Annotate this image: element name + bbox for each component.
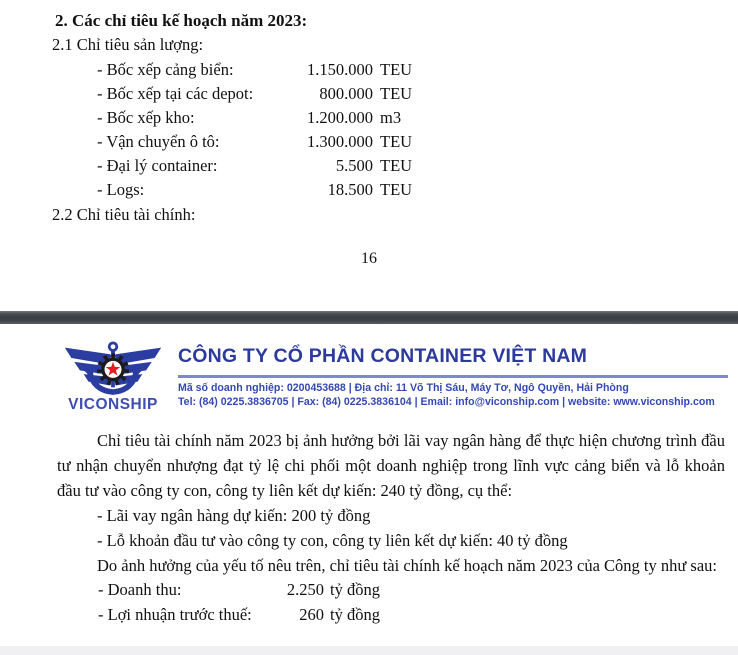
financial-targets-list [0,578,738,627]
item-unit: tỷ đồng [330,604,380,624]
financial-intro-paragraph: Chỉ tiêu tài chính năm 2023 bị ảnh hưởng bởi lãi vay ngân hàng để thực hiện chương trình đầu tư nhận chuyển nhượng đạt tỷ lệ chi phối một doanh nghiệp trong lĩnh vực cảng biển và lỗ khoản đầu tư vào công ty con, công ty liên kết dự kiến: 240 tỷ đồng, cụ thể: [57,431,725,500]
item-value: 1.200.000 [307,108,373,127]
page-number: 16 [361,250,377,267]
section-heading: 2. Các chỉ tiêu kế hoạch năm 2023: [55,11,308,30]
company-name: CÔNG TY CỔ PHẦN CONTAINER VIỆT NAM [178,345,588,367]
list-item [0,578,738,603]
item-value: 260 [299,604,324,624]
financial-conclusion-paragraph: Do ảnh hưởng của yếu tố nêu trên, chỉ tiêu tài chính kế hoạch năm 2023 của Công ty như sau: [97,556,717,575]
viconship-anchor-wings-logo-icon [61,340,165,395]
logo-block [56,338,170,414]
list-item [0,82,738,106]
subsection-2-2-label: 2.2 Chỉ tiêu tài chính: [52,205,196,224]
list-item [0,154,738,178]
bullet-interest-expense: - Lãi vay ngân hàng dự kiến: 200 tỷ đồng [97,506,371,525]
letterhead-rule [178,375,728,378]
page-separator [0,311,738,324]
page-17-fragment [0,324,738,655]
bullet-investment-loss: - Lỗ khoản đầu tư vào công ty con, công ty liên kết dự kiến: 40 tỷ đồng [97,531,568,550]
item-value: 1.300.000 [307,132,373,151]
item-unit: TEU [380,180,413,199]
list-item [0,58,738,82]
company-letterhead [56,338,728,414]
item-unit: tỷ đồng [330,580,380,599]
page-16-fragment [0,0,738,269]
item-value: 800.000 [319,84,373,103]
letterhead-text [170,338,728,414]
item-label: - Bốc xếp cảng biển: [97,60,234,79]
list-item [0,130,738,154]
production-targets-list [0,58,738,202]
item-unit: m3 [380,108,402,127]
list-item [0,603,738,628]
item-label: - Logs: [97,180,145,199]
item-value: 5.500 [335,156,373,175]
company-info [178,382,728,409]
viewport-bottom-edge [0,646,738,655]
item-label: - Bốc xếp tại các depot: [97,84,254,103]
item-label: - Doanh thu: [98,580,182,599]
item-label: - Lợi nhuận trước thuế: [98,604,252,624]
company-info-line1: Mã số doanh nghiệp: 0200453688 | Địa chỉ: 11 Võ Thị Sáu, Máy Tơ, Ngô Quyền, Hải Phòng [178,382,629,394]
subsection-2-1-label: 2.1 Chỉ tiêu sản lượng: [52,35,204,54]
item-unit: TEU [380,84,413,103]
list-item [0,106,738,130]
viconship-wordmark: VICONSHIP [68,396,158,413]
item-label: - Vận chuyển ô tô: [97,132,220,151]
company-info-line2: Tel: (84) 0225.3836705 | Fax: (84) 0225.3836104 | Email: info@viconship.com | website: www.viconship.com [178,395,715,408]
list-item [0,178,738,202]
item-value: 1.150.000 [307,60,373,79]
item-unit: TEU [380,60,413,79]
item-unit: TEU [380,132,413,151]
item-value: 18.500 [327,180,373,199]
item-label: - Bốc xếp kho: [97,108,195,127]
item-unit: TEU [380,156,413,175]
item-value: 2.250 [286,580,324,599]
item-label: - Đại lý container: [97,156,218,175]
